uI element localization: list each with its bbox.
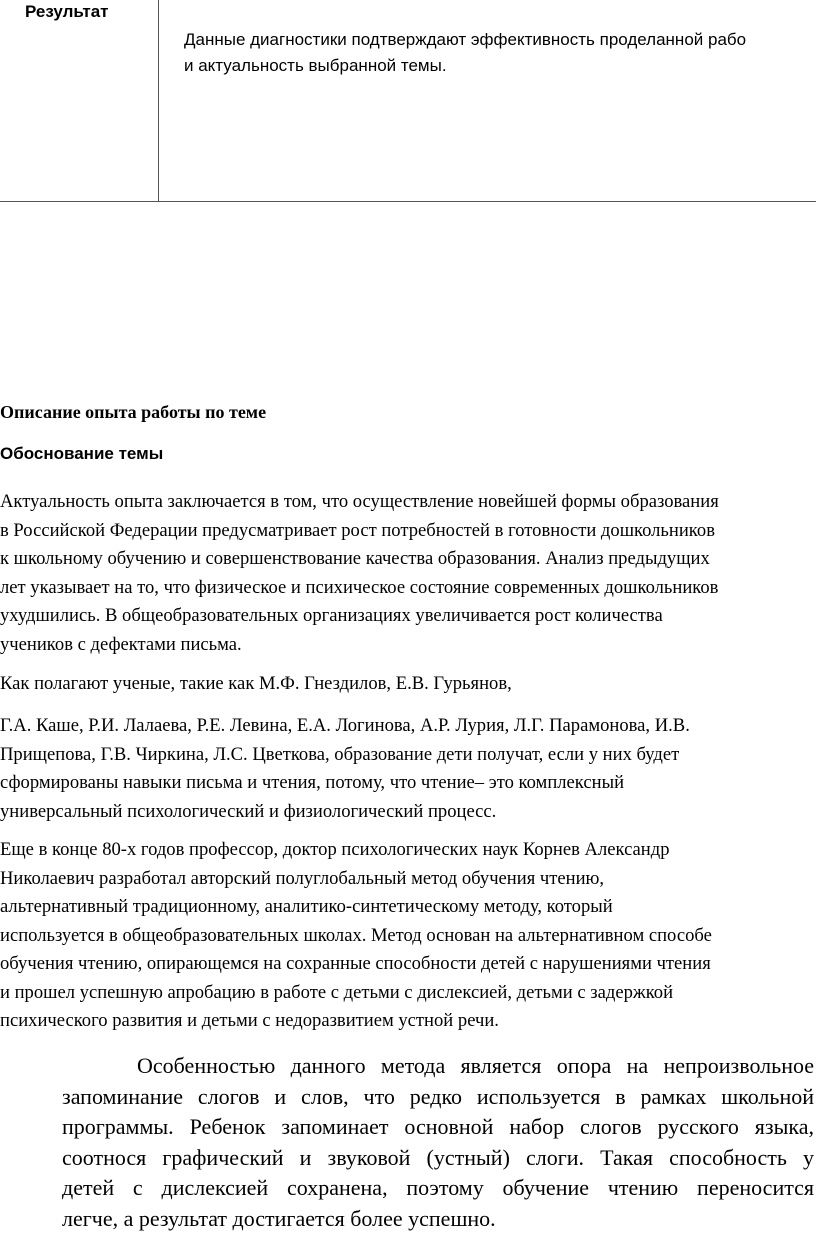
text-line: легче, а результат достигается более успешно. — [62, 1205, 496, 1231]
text-line: детей с дислексией сохранена, поэтому обучение чтению переносится — [62, 1175, 814, 1200]
text-line: Г.А. Каше, Р.И. Лалаева, Р.Е. Левина, Е.А. Логинова, А.Р. Лурия, Л.Г. Парамонова, И.В. — [0, 715, 690, 736]
paragraph-kornev-method — [0, 836, 712, 1036]
subsection-heading: Обоснование темы — [0, 444, 164, 463]
text-line: учеников с дефектами письма. — [0, 633, 242, 655]
text-line: Николаевич разработал авторский полуглобальный метод обучения чтению, — [0, 867, 605, 889]
text-line: Как полагают ученые, такие как М.Ф. Гнездилов, Е.В. Гурьянов, — [0, 673, 512, 694]
text-line: сформированы навыки письма и чтения, потому, что чтение– это комплексный — [0, 772, 625, 793]
result-text-line: Данные диагностики подтверждают эффективность проделанной рабо — [184, 30, 747, 49]
text-line: универсальный психологический и физиологический процесс. — [0, 800, 497, 822]
paragraph-relevance — [0, 488, 719, 659]
text-line: соотнося графический и звуковой (устный) слоги. Такая способность у — [62, 1144, 814, 1170]
text-line: Особенностью данного метода является опора на непроизвольное — [137, 1053, 814, 1078]
text-line: к школьному обучению и совершенствование качества образования. Анализ предыдущих — [0, 548, 710, 569]
result-label: Результат — [25, 2, 109, 21]
result-text-line: и актуальность выбранной темы. — [184, 56, 447, 75]
section-heading: Описание опыта работы по теме — [0, 402, 267, 422]
text-line: используется в общеобразовательных школах. Метод основан на альтернативном способе — [0, 924, 712, 946]
paragraph-method-feature — [62, 1051, 814, 1234]
text-line: Актуальность опыта заключается в том, что осуществление новейшей формы образования — [0, 491, 719, 512]
text-line: и прошел успешную апробацию в работе с детьми с дислексией, детьми с задержкой — [0, 981, 674, 1003]
text-line: ухудшились. В общеобразовательных организациях увеличивается рост количества — [0, 605, 663, 626]
text-line: психического развития и детьми с недоразвитием устной речи. — [0, 1010, 499, 1031]
result-table — [0, 0, 816, 202]
result-text — [184, 27, 816, 79]
text-line: в Российской Федерации предусматривает рост потребностей в готовности дошкольников — [0, 519, 715, 541]
text-line: программы. Ребенок запоминает основной набор слогов русского языка, — [62, 1114, 814, 1139]
text-line: запоминание слогов и слов, что редко используется в рамках школьной — [62, 1083, 814, 1109]
text-line: лет указывает на то, что физическое и психическое состояние современных дошкольников — [0, 576, 719, 598]
text-line: Прищепова, Г.В. Чиркина, Л.С. Цветкова, образование дети получат, если у них будет — [0, 743, 680, 765]
text-line: Еще в конце 80-х годов профессор, доктор психологических наук Корнев Александр — [0, 839, 670, 860]
paragraph-scientists-list — [0, 712, 690, 826]
paragraph-scientists-intro — [0, 670, 512, 699]
text-line: обучения чтению, опирающемся на сохранные способности детей с нарушениями чтения — [0, 953, 711, 974]
text-line: альтернативный традиционному, аналитико-синтетическому методу, который — [0, 896, 613, 917]
table-column-divider — [158, 0, 159, 201]
